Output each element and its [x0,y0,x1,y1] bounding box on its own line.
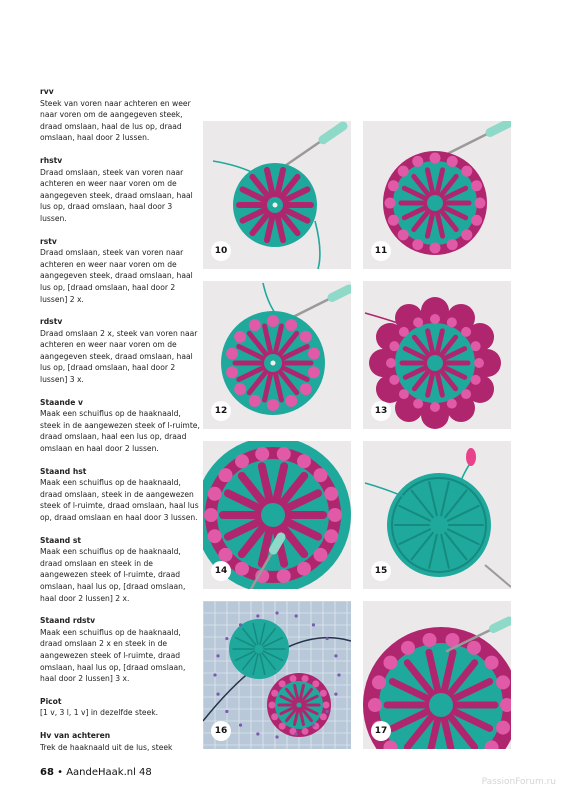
definition-rstv [40,236,200,306]
term-description: Maak een schuiflus op de haaknaald, draad omslaan 2 x en steek in de aangewezen steek of l-ruimte, draad omslaan, haal lus op, [draad omslaan, haal door 2 lussen] 3 x. [40,627,186,684]
step-photo-17 [363,601,511,749]
term: rvv [40,87,54,96]
term-description: Trek de haaknaald uit de lus, steek [40,742,173,752]
term-description: Draad omslaan, steek van voren naar achteren en weer naar voren om de aangegeven steek, draad omslaan, haal lus op, draad omslaan, haal door 3 lussen. [40,167,193,223]
definition-staand-hst [40,466,200,524]
definition-picot [40,696,200,719]
term-description: Draad omslaan 2 x, steek van voren naar achteren en weer naar voren om de aangegeven steek, draad omslaan, haal lus op, [draad omslaan, haal door 2 lussen] 3 x. [40,328,198,385]
term: Staand st [40,535,81,545]
step-photo-14 [203,441,351,589]
term-description: Maak een schuiflus op de haaknaald, steek in de aangewezen steek of l-ruimte, draad omslaan, haal een lus op, draad omslaan en haal door 2 lussen. [40,409,200,454]
term-description: Draad omslaan, steek van voren naar achteren en weer naar voren om de aangegeven steek, draad omslaan, haal lus op, [draad omslaan, haal door 2 lussen] 2 x. [40,248,193,304]
step-number-badge: 10 [211,241,231,261]
term-description: Maak een schuiflus op de haaknaald, draad omslaan, steek in de aangewezen steek of l-ruimte, draad omslaan, haal lus op, draad omslaan en haal door 3 lussen. [40,478,199,522]
page-footer [40,767,152,778]
term: Staande v [40,397,83,407]
term-description: Steek van voren naar achteren en weer naar voren om de aangegeven steek, draad omslaan, haal de lus op, draad omslaan, haal door 2 lussen. [40,98,191,143]
definition-rhstv [40,155,200,225]
term: rstv [40,236,57,246]
term: rhstv [40,155,63,165]
term: rdstv [40,317,63,327]
definition-rdstv [40,316,200,386]
step-number-badge: 14 [211,561,231,581]
step-number-badge: 11 [371,241,391,261]
step-number-badge: 17 [371,721,391,741]
footer-bullet: • [57,767,64,778]
step-photo-13 [363,281,511,429]
magazine-name: AandeHaak.nl 48 [66,767,152,778]
step-photo-11 [363,121,511,269]
term-description: Maak een schuiflus op de haaknaald, draad omslaan en steek in de aangewezen steek of l-ruimte, draad omslaan, haal lus op, [draad omslaan, haal door 2 lussen] 2 x. [40,547,186,603]
definitions-column [40,86,200,764]
page-number: 68 [40,767,54,778]
step-photo-15 [363,441,511,589]
step-number-badge: 15 [371,561,391,581]
term: Picot [40,696,62,706]
watermark: PassionForum.ru [481,777,556,787]
step-photo-10 [203,121,351,269]
term: Hv van achteren [40,730,111,740]
term: Staand hst [40,466,87,476]
term: Staand rdstv [40,616,96,626]
step-number-badge: 16 [211,721,231,741]
step-number-badge: 12 [211,401,231,421]
definition-staand-st [40,535,200,605]
term-description: [1 v, 3 l, 1 v] in dezelfde steek. [40,708,159,718]
step-photo-12 [203,281,351,429]
definition-staand-rdstv [40,615,200,685]
definition-rvv [40,86,200,144]
definition-hv-van-achteren [40,730,200,753]
step-number-badge: 13 [371,401,391,421]
definition-staande-v [40,397,200,455]
step-photo-16 [203,601,351,749]
